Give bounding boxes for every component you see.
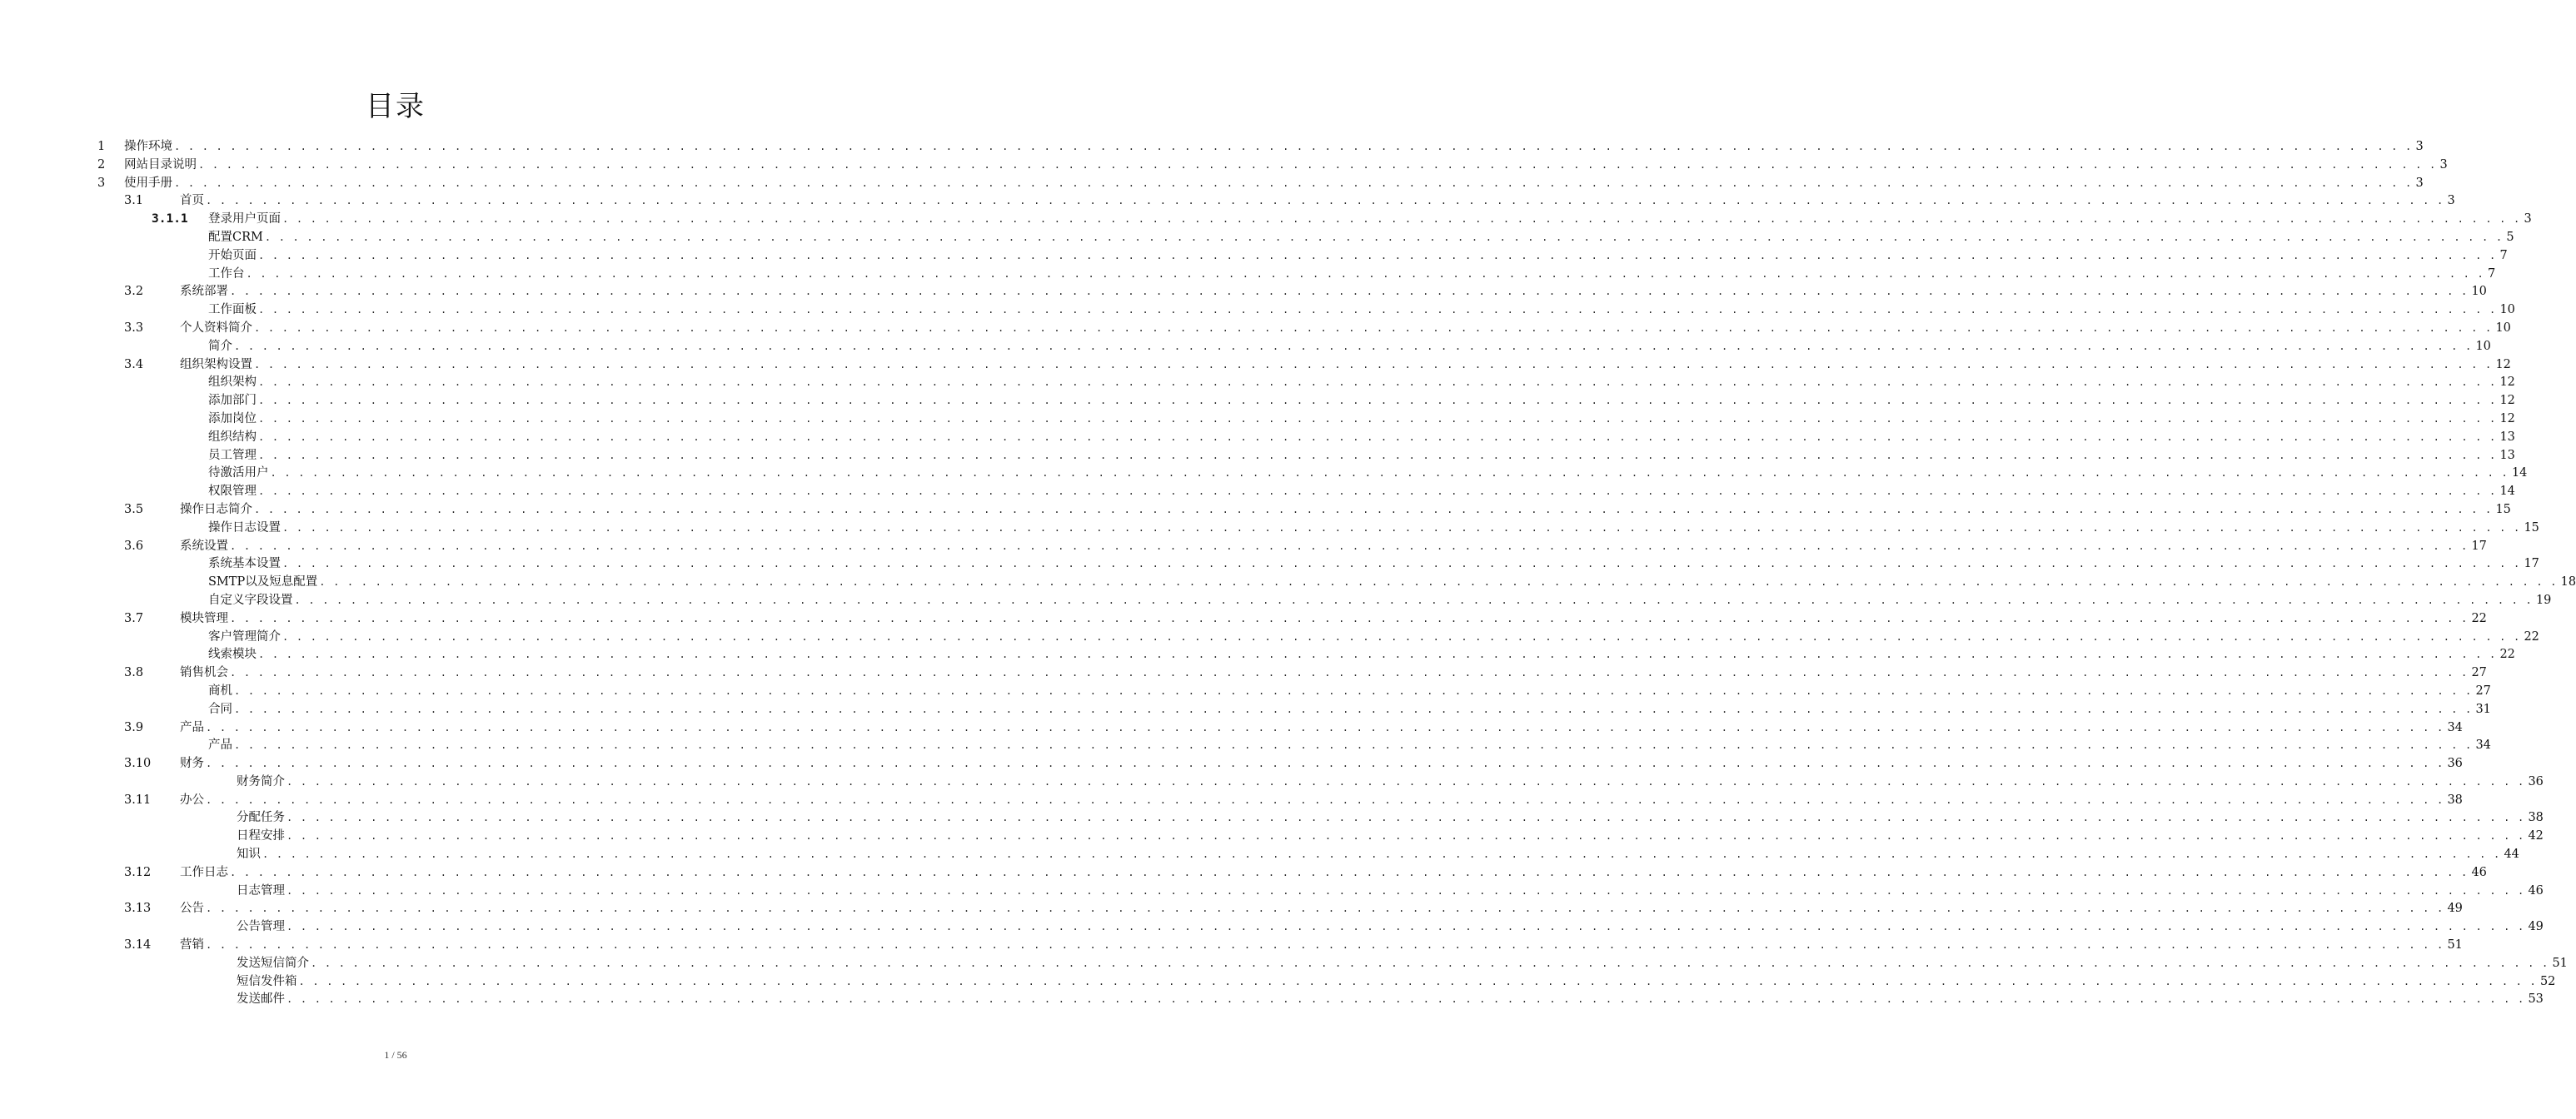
toc-dot-leader: . . . . . . . . . . . . . . . . . . . . . . . . . . . . . . . . . . . . . . . . . . . . . . . . . . . . . . . . . . . . . . . . . . . . . . . . . . . . . . . . . . . . . . . . . . . . . . . . . . . . . . . . . . . . . . . . . . . . . . . . . . . . . . . . . . . . . . . . . . . . . . . . . . . . . . . . . . . . . . . . [258,485,2497,498]
page-number-footer: 1 / 56 [384,1049,407,1061]
toc-entry[interactable] [0,247,2508,266]
toc-entry-label: 线索模块 [208,648,257,662]
toc-entry[interactable] [0,629,2539,647]
toc-entry[interactable] [0,555,2539,574]
toc-entry[interactable] [0,320,2511,338]
toc-entry-label: 财务简介 [237,774,285,788]
toc-entry-page-number: 14 [2511,466,2528,480]
toc-dot-leader: . . . . . . . . . . . . . . . . . . . . . . . . . . . . . . . . . . . . . . . . . . . . . . . . . . . . . . . . . . . . . . . . . . . . . . . . . . . . . . . . . . . . . . . . . . . . . . . . . . . . . . . . . . . . . . . . . . . . . . . . . . . . . . . . . . . . . . . . . . . . . . . . . . . . . . . . . . . . . . . . [264,231,2504,243]
toc-dot-leader: . . . . . . . . . . . . . . . . . . . . . . . . . . . . . . . . . . . . . . . . . . . . . . . . . . . . . . . . . . . . . . . . . . . . . . . . . . . . . . . . . . . . . . . . . . . . . . . . . . . . . . . . . . . . . . . . . . . . . . . . . . . . . . . . . . . . . . . . . . . . . . . . . . . . . . . . . . . . . . . . [230,612,2469,624]
toc-dot-leader: . . . . . . . . . . . . . . . . . . . . . . . . . . . . . . . . . . . . . . . . . . . . . . . . . . . . . . . . . . . . . . . . . . . . . . . . . . . . . . . . . . . . . . . . . . . . . . . . . . . . . . . . . . . . . . . . . . . . . . . . . . . . . . . . . . . . . . . . . . . . . . . . . . . . . . . . . . . . . . . . [254,503,2493,515]
toc-entry-page-number: 12 [2499,411,2515,425]
toc-entry-number: 1 [97,140,106,153]
toc-list [0,138,2576,1009]
toc-entry-page-number: 10 [2471,285,2487,299]
toc-dot-leader: . . . . . . . . . . . . . . . . . . . . . . . . . . . . . . . . . . . . . . . . . . . . . . . . . . . . . . . . . . . . . . . . . . . . . . . . . . . . . . . . . . . . . . . . . . . . . . . . . . . . . . . . . . . . . . . . . . . . . . . . . . . . . . . . . . . . . . . . . . . . . . . . . . . . . . . . . . . . . . . . [254,321,2493,334]
toc-entry-label: 系统设置 [180,539,228,553]
toc-entry-label: 公告管理 [237,920,285,934]
toc-entry-page-number: 34 [2447,720,2463,734]
toc-dot-leader: . . . . . . . . . . . . . . . . . . . . . . . . . . . . . . . . . . . . . . . . . . . . . . . . . . . . . . . . . . . . . . . . . . . . . . . . . . . . . . . . . . . . . . . . . . . . . . . . . . . . . . . . . . . . . . . . . . . . . . . . . . . . . . . . . . . . . . . . . . . . . . . . . . . . . . . . . . . . . . . . [206,721,2444,734]
toc-entry-label: 日志管理 [237,883,285,898]
toc-entry-page-number: 7 [2499,248,2508,262]
toc-entry[interactable] [0,955,2568,973]
toc-entry[interactable] [0,410,2515,429]
toc-entry-page-number: 12 [2495,357,2511,371]
toc-entry-number: 3.1.1 [152,212,188,226]
toc-dot-leader: . . . . . . . . . . . . . . . . . . . . . . . . . . . . . . . . . . . . . . . . . . . . . . . . . . . . . . . . . . . . . . . . . . . . . . . . . . . . . . . . . . . . . . . . . . . . . . . . . . . . . . . . . . . . . . . . . . . . . . . . . . . . . . . . . . . . . . . . . . . . . . . . . . . . . . . . . . . . . . . . [282,558,2521,570]
toc-dot-leader: . . . . . . . . . . . . . . . . . . . . . . . . . . . . . . . . . . . . . . . . . . . . . . . . . . . . . . . . . . . . . . . . . . . . . . . . . . . . . . . . . . . . . . . . . . . . . . . . . . . . . . . . . . . . . . . . . . . . . . . . . . . . . . . . . . . . . . . . . . . . . . . . . . . . . . . . . . . . . . . . [286,921,2525,933]
toc-dot-leader: . . . . . . . . . . . . . . . . . . . . . . . . . . . . . . . . . . . . . . . . . . . . . . . . . . . . . . . . . . . . . . . . . . . . . . . . . . . . . . . . . . . . . . . . . . . . . . . . . . . . . . . . . . . . . . . . . . . . . . . . . . . . . . . . . . . . . . . . . . . . . . . . . . . . . . . . . . . . . . . . [286,884,2525,897]
toc-entry-page-number: 5 [2506,230,2514,244]
toc-entry-page-number: 52 [2539,974,2556,988]
toc-dot-leader: . . . . . . . . . . . . . . . . . . . . . . . . . . . . . . . . . . . . . . . . . . . . . . . . . . . . . . . . . . . . . . . . . . . . . . . . . . . . . . . . . . . . . . . . . . . . . . . . . . . . . . . . . . . . . . . . . . . . . . . . . . . . . . . . . . . . . . . . . . . . . . . . . . . . . . . . . . . . . . . . [282,521,2521,534]
toc-entry[interactable] [0,664,2487,683]
toc-dot-leader: . . . . . . . . . . . . . . . . . . . . . . . . . . . . . . . . . . . . . . . . . . . . . . . . . . . . . . . . . . . . . . . . . . . . . . . . . . . . . . . . . . . . . . . . . . . . . . . . . . . . . . . . . . . . . . . . . . . . . . . . . . . . . . . . . . . . . . . . . . . . . . . . . . . . . . . . . . . . . . . . [282,213,2521,226]
toc-entry[interactable] [0,266,2496,284]
toc-dot-leader: . . . . . . . . . . . . . . . . . . . . . . . . . . . . . . . . . . . . . . . . . . . . . . . . . . . . . . . . . . . . . . . . . . . . . . . . . . . . . . . . . . . . . . . . . . . . . . . . . . . . . . . . . . . . . . . . . . . . . . . . . . . . . . . . . . . . . . . . . . . . . . . . . . . . . . . . . . . . . . . . [230,866,2469,878]
toc-entry[interactable] [0,574,2576,592]
toc-dot-leader: . . . . . . . . . . . . . . . . . . . . . . . . . . . . . . . . . . . . . . . . . . . . . . . . . . . . . . . . . . . . . . . . . . . . . . . . . . . . . . . . . . . . . . . . . . . . . . . . . . . . . . . . . . . . . . . . . . . . . . . . . . . . . . . . . . . . . . . . . . . . . . . . . . . . . . . . . . . . . . . . [319,576,2558,589]
toc-entry-label: 工作日志 [180,865,228,879]
toc-entry-page-number: 13 [2499,448,2515,462]
toc-entry[interactable] [0,610,2487,629]
toc-entry-number: 3.2 [124,285,144,299]
toc-entry[interactable] [0,301,2515,320]
toc-entry-label: 网站目录说明 [124,157,197,172]
toc-dot-leader: . . . . . . . . . . . . . . . . . . . . . . . . . . . . . . . . . . . . . . . . . . . . . . . . . . . . . . . . . . . . . . . . . . . . . . . . . . . . . . . . . . . . . . . . . . . . . . . . . . . . . . . . . . . . . . . . . . . . . . . . . . . . . . . . . . . . . . . . . . . . . . . . . . . . . . . . . . . . . . . . [258,304,2497,316]
toc-entry-label: 办公 [180,793,204,807]
toc-entry-label: 组织结构 [208,430,257,444]
toc-entry-label: 系统基本设置 [208,557,281,571]
toc-entry[interactable] [0,973,2556,992]
toc-dot-leader: . . . . . . . . . . . . . . . . . . . . . . . . . . . . . . . . . . . . . . . . . . . . . . . . . . . . . . . . . . . . . . . . . . . . . . . . . . . . . . . . . . . . . . . . . . . . . . . . . . . . . . . . . . . . . . . . . . . . . . . . . . . . . . . . . . . . . . . . . . . . . . . . . . . . . . . . . . . . . . . . [258,395,2497,407]
toc-entry-label: 添加岗位 [208,411,257,425]
toc-entry-label: 组织架构设置 [180,357,252,371]
toc-entry-page-number: 3 [2439,157,2448,172]
toc-entry-label: SMTP以及短息配置 [208,575,318,589]
toc-entry[interactable] [0,592,2552,610]
toc-entry[interactable] [0,755,2463,773]
toc-entry-label: 短信发件箱 [237,974,297,988]
toc-dot-leader: . . . . . . . . . . . . . . . . . . . . . . . . . . . . . . . . . . . . . . . . . . . . . . . . . . . . . . . . . . . . . . . . . . . . . . . . . . . . . . . . . . . . . . . . . . . . . . . . . . . . . . . . . . . . . . . . . . . . . . . . . . . . . . . . . . . . . . . . . . . . . . . . . . . . . . . . . . . . . . . . [198,158,2437,171]
toc-entry[interactable] [0,229,2514,247]
toc-entry-label: 客户管理简介 [208,629,281,644]
toc-dot-leader: . . . . . . . . . . . . . . . . . . . . . . . . . . . . . . . . . . . . . . . . . . . . . . . . . . . . . . . . . . . . . . . . . . . . . . . . . . . . . . . . . . . . . . . . . . . . . . . . . . . . . . . . . . . . . . . . . . . . . . . . . . . . . . . . . . . . . . . . . . . . . . . . . . . . . . . . . . . . . . . . [270,467,2509,480]
toc-entry-number: 2 [97,157,106,172]
toc-entry-label: 自定义字段设置 [208,593,293,607]
toc-entry-page-number: 31 [2475,702,2491,716]
toc-entry-label: 模块管理 [180,611,228,625]
toc-entry-page-number: 19 [2535,593,2552,607]
toc-entry[interactable] [0,175,2424,193]
toc-entry-label: 添加部门 [208,394,257,408]
toc-dot-leader: . . . . . . . . . . . . . . . . . . . . . . . . . . . . . . . . . . . . . . . . . . . . . . . . . . . . . . . . . . . . . . . . . . . . . . . . . . . . . . . . . . . . . . . . . . . . . . . . . . . . . . . . . . . . . . . . . . . . . . . . . . . . . . . . . . . . . . . . . . . . . . . . . . . . . . . . . . . . . . . . [258,376,2497,389]
toc-entry-number: 3.1 [124,194,144,208]
toc-dot-leader: . . . . . . . . . . . . . . . . . . . . . . . . . . . . . . . . . . . . . . . . . . . . . . . . . . . . . . . . . . . . . . . . . . . . . . . . . . . . . . . . . . . . . . . . . . . . . . . . . . . . . . . . . . . . . . . . . . . . . . . . . . . . . . . . . . . . . . . . . . . . . . . . . . . . . . . . . . . . . . . . [258,449,2497,461]
toc-entry[interactable] [0,737,2491,755]
toc-entry-page-number: 3 [2415,176,2424,190]
toc-entry-label: 销售机会 [180,666,228,680]
toc-entry[interactable] [0,447,2515,465]
toc-entry-label: 分配任务 [237,811,285,825]
toc-entry-page-number: 46 [2471,865,2487,879]
toc-dot-leader: . . . . . . . . . . . . . . . . . . . . . . . . . . . . . . . . . . . . . . . . . . . . . . . . . . . . . . . . . . . . . . . . . . . . . . . . . . . . . . . . . . . . . . . . . . . . . . . . . . . . . . . . . . . . . . . . . . . . . . . . . . . . . . . . . . . . . . . . . . . . . . . . . . . . . . . . . . . . . . . . [311,957,2549,969]
toc-entry-label: 组织架构 [208,375,257,390]
toc-dot-leader: . . . . . . . . . . . . . . . . . . . . . . . . . . . . . . . . . . . . . . . . . . . . . . . . . . . . . . . . . . . . . . . . . . . . . . . . . . . . . . . . . . . . . . . . . . . . . . . . . . . . . . . . . . . . . . . . . . . . . . . . . . . . . . . . . . . . . . . . . . . . . . . . . . . . . . . . . . . . . . . . [206,195,2444,207]
toc-entry[interactable] [0,883,2544,901]
toc-entry[interactable] [0,338,2491,356]
toc-entry[interactable] [0,719,2463,738]
toc-entry-label: 待激活用户 [208,466,269,480]
toc-entry-page-number: 17 [2471,539,2487,553]
toc-entry-number: 3.9 [124,720,144,734]
toc-entry[interactable] [0,283,2487,301]
toc-entry[interactable] [0,900,2463,918]
toc-dot-leader: . . . . . . . . . . . . . . . . . . . . . . . . . . . . . . . . . . . . . . . . . . . . . . . . . . . . . . . . . . . . . . . . . . . . . . . . . . . . . . . . . . . . . . . . . . . . . . . . . . . . . . . . . . . . . . . . . . . . . . . . . . . . . . . . . . . . . . . . . . . . . . . . . . . . . . . . . . . . . . . . [282,630,2521,643]
toc-entry[interactable] [0,192,2455,211]
toc-entry-page-number: 12 [2499,375,2515,390]
toc-entry-label: 营销 [180,938,204,952]
toc-entry-page-number: 13 [2499,430,2515,444]
toc-dot-leader: . . . . . . . . . . . . . . . . . . . . . . . . . . . . . . . . . . . . . . . . . . . . . . . . . . . . . . . . . . . . . . . . . . . . . . . . . . . . . . . . . . . . . . . . . . . . . . . . . . . . . . . . . . . . . . . . . . . . . . . . . . . . . . . . . . . . . . . . . . . . . . . . . . . . . . . . . . . . . . . . [286,812,2525,824]
toc-entry-label: 工作面板 [208,303,257,317]
toc-dot-leader: . . . . . . . . . . . . . . . . . . . . . . . . . . . . . . . . . . . . . . . . . . . . . . . . . . . . . . . . . . . . . . . . . . . . . . . . . . . . . . . . . . . . . . . . . . . . . . . . . . . . . . . . . . . . . . . . . . . . . . . . . . . . . . . . . . . . . . . . . . . . . . . . . . . . . . . . . . . . . . . . [286,993,2525,1006]
toc-entry[interactable] [0,683,2491,701]
toc-entry-page-number: 46 [2528,883,2544,898]
toc-entry-label: 使用手册 [124,176,172,190]
toc-entry-label: 产品 [208,739,232,753]
toc-entry[interactable] [0,483,2515,501]
toc-entry-label: 发送短信简介 [237,956,309,970]
toc-entry-number: 3.4 [124,357,144,371]
toc-dot-leader: . . . . . . . . . . . . . . . . . . . . . . . . . . . . . . . . . . . . . . . . . . . . . . . . . . . . . . . . . . . . . . . . . . . . . . . . . . . . . . . . . . . . . . . . . . . . . . . . . . . . . . . . . . . . . . . . . . . . . . . . . . . . . . . . . . . . . . . . . . . . . . . . . . . . . . . . . . . . . . . . [234,703,2473,715]
toc-entry[interactable] [0,864,2487,883]
toc-entry[interactable] [0,374,2515,392]
toc-entry[interactable] [0,520,2539,538]
toc-entry[interactable] [0,701,2491,719]
toc-dot-leader: . . . . . . . . . . . . . . . . . . . . . . . . . . . . . . . . . . . . . . . . . . . . . . . . . . . . . . . . . . . . . . . . . . . . . . . . . . . . . . . . . . . . . . . . . . . . . . . . . . . . . . . . . . . . . . . . . . . . . . . . . . . . . . . . . . . . . . . . . . . . . . . . . . . . . . . . . . . . . . . . [206,758,2444,770]
toc-dot-leader: . . . . . . . . . . . . . . . . . . . . . . . . . . . . . . . . . . . . . . . . . . . . . . . . . . . . . . . . . . . . . . . . . . . . . . . . . . . . . . . . . . . . . . . . . . . . . . . . . . . . . . . . . . . . . . . . . . . . . . . . . . . . . . . . . . . . . . . . . . . . . . . . . . . . . . . . . . . . . . . . [262,848,2501,861]
toc-entry-number: 3.12 [124,865,152,879]
toc-dot-leader: . . . . . . . . . . . . . . . . . . . . . . . . . . . . . . . . . . . . . . . . . . . . . . . . . . . . . . . . . . . . . . . . . . . . . . . . . . . . . . . . . . . . . . . . . . . . . . . . . . . . . . . . . . . . . . . . . . . . . . . . . . . . . . . . . . . . . . . . . . . . . . . . . . . . . . . . . . . . . . . . [206,903,2444,915]
toc-entry-page-number: 10 [2499,303,2515,317]
toc-dot-leader: . . . . . . . . . . . . . . . . . . . . . . . . . . . . . . . . . . . . . . . . . . . . . . . . . . . . . . . . . . . . . . . . . . . . . . . . . . . . . . . . . . . . . . . . . . . . . . . . . . . . . . . . . . . . . . . . . . . . . . . . . . . . . . . . . . . . . . . . . . . . . . . . . . . . . . . . . . . . . . . . [174,177,2413,189]
toc-entry-number: 3.8 [124,666,144,680]
toc-dot-leader: . . . . . . . . . . . . . . . . . . . . . . . . . . . . . . . . . . . . . . . . . . . . . . . . . . . . . . . . . . . . . . . . . . . . . . . . . . . . . . . . . . . . . . . . . . . . . . . . . . . . . . . . . . . . . . . . . . . . . . . . . . . . . . . . . . . . . . . . . . . . . . . . . . . . . . . . . . . . . . . . [230,286,2469,298]
toc-entry-number: 3.5 [124,502,144,516]
toc-dot-leader: . . . . . . . . . . . . . . . . . . . . . . . . . . . . . . . . . . . . . . . . . . . . . . . . . . . . . . . . . . . . . . . . . . . . . . . . . . . . . . . . . . . . . . . . . . . . . . . . . . . . . . . . . . . . . . . . . . . . . . . . . . . . . . . . . . . . . . . . . . . . . . . . . . . . . . . . . . . . . . . . [258,430,2497,443]
toc-entry-label: 工作台 [208,266,245,281]
toc-entry-page-number: 10 [2495,321,2511,335]
toc-entry[interactable] [0,356,2511,375]
toc-entry-label: 日程安排 [237,829,285,843]
toc-entry[interactable] [0,392,2515,410]
toc-entry-label: 发送邮件 [237,992,285,1007]
toc-entry-number: 3 [97,176,106,190]
toc-dot-leader: . . . . . . . . . . . . . . . . . . . . . . . . . . . . . . . . . . . . . . . . . . . . . . . . . . . . . . . . . . . . . . . . . . . . . . . . . . . . . . . . . . . . . . . . . . . . . . . . . . . . . . . . . . . . . . . . . . . . . . . . . . . . . . . . . . . . . . . . . . . . . . . . . . . . . . . . . . . . . . . . [234,340,2473,352]
toc-entry[interactable] [0,828,2544,846]
toc-entry-number: 3.7 [124,611,144,625]
toc-entry-label: 财务 [180,757,204,771]
toc-entry-number: 3.6 [124,539,144,553]
toc-entry-label: 公告 [180,902,204,916]
toc-entry-page-number: 36 [2528,774,2544,788]
toc-entry-page-number: 53 [2528,992,2544,1007]
toc-entry-page-number: 44 [2504,848,2519,862]
toc-entry[interactable] [0,809,2544,828]
toc-entry-label: 简介 [208,339,232,353]
toc-entry-label: 操作环境 [124,140,172,153]
toc-dot-leader: . . . . . . . . . . . . . . . . . . . . . . . . . . . . . . . . . . . . . . . . . . . . . . . . . . . . . . . . . . . . . . . . . . . . . . . . . . . . . . . . . . . . . . . . . . . . . . . . . . . . . . . . . . . . . . . . . . . . . . . . . . . . . . . . . . . . . . . . . . . . . . . . . . . . . . . . . . . . . . . . [206,793,2444,806]
toc-entry[interactable] [0,846,2519,864]
toc-entry[interactable] [0,646,2515,664]
toc-entry-page-number: 27 [2475,684,2491,698]
toc-dot-leader: . . . . . . . . . . . . . . . . . . . . . . . . . . . . . . . . . . . . . . . . . . . . . . . . . . . . . . . . . . . . . . . . . . . . . . . . . . . . . . . . . . . . . . . . . . . . . . . . . . . . . . . . . . . . . . . . . . . . . . . . . . . . . . . . . . . . . . . . . . . . . . . . . . . . . . . . . . . . . . . . [254,358,2493,371]
toc-entry[interactable] [0,773,2544,792]
toc-entry-number: 3.11 [124,793,152,807]
toc-entry-number: 3.13 [124,902,152,916]
toc-entry-page-number: 27 [2471,666,2487,680]
toc-dot-leader: . . . . . . . . . . . . . . . . . . . . . . . . . . . . . . . . . . . . . . . . . . . . . . . . . . . . . . . . . . . . . . . . . . . . . . . . . . . . . . . . . . . . . . . . . . . . . . . . . . . . . . . . . . . . . . . . . . . . . . . . . . . . . . . . . . . . . . . . . . . . . . . . . . . . . . . . . . . . . . . . [174,141,2413,152]
toc-entry-page-number: 22 [2524,629,2539,644]
toc-entry-label: 合同 [208,702,232,716]
toc-entry-page-number: 49 [2528,920,2544,934]
toc-entry-label: 操作日志简介 [180,502,252,516]
toc-entry-number: 3.10 [124,757,152,771]
toc-entry[interactable] [0,465,2528,483]
toc-entry-page-number: 51 [2552,956,2568,970]
toc-entry-page-number: 22 [2499,648,2515,662]
toc-entry-page-number: 51 [2447,938,2463,952]
toc-entry[interactable] [0,538,2487,556]
toc-entry[interactable] [0,157,2448,175]
toc-dot-leader: . . . . . . . . . . . . . . . . . . . . . . . . . . . . . . . . . . . . . . . . . . . . . . . . . . . . . . . . . . . . . . . . . . . . . . . . . . . . . . . . . . . . . . . . . . . . . . . . . . . . . . . . . . . . . . . . . . . . . . . . . . . . . . . . . . . . . . . . . . . . . . . . . . . . . . . . . . . . . . . . [230,667,2469,679]
toc-entry[interactable] [0,918,2544,937]
toc-dot-leader: . . . . . . . . . . . . . . . . . . . . . . . . . . . . . . . . . . . . . . . . . . . . . . . . . . . . . . . . . . . . . . . . . . . . . . . . . . . . . . . . . . . . . . . . . . . . . . . . . . . . . . . . . . . . . . . . . . . . . . . . . . . . . . . . . . . . . . . . . . . . . . . . . . . . . . . . . . . . . . . . [234,739,2473,752]
toc-dot-leader: . . . . . . . . . . . . . . . . . . . . . . . . . . . . . . . . . . . . . . . . . . . . . . . . . . . . . . . . . . . . . . . . . . . . . . . . . . . . . . . . . . . . . . . . . . . . . . . . . . . . . . . . . . . . . . . . . . . . . . . . . . . . . . . . . . . . . . . . . . . . . . . . . . . . . . . . . . . . . . . . [258,249,2497,261]
toc-dot-leader: . . . . . . . . . . . . . . . . . . . . . . . . . . . . . . . . . . . . . . . . . . . . . . . . . . . . . . . . . . . . . . . . . . . . . . . . . . . . . . . . . . . . . . . . . . . . . . . . . . . . . . . . . . . . . . . . . . . . . . . . . . . . . . . . . . . . . . . . . . . . . . . . . . . . . . . . . . . . . . . . [298,975,2537,987]
toc-entry-page-number: 15 [2495,502,2511,516]
toc-entry-page-number: 49 [2447,902,2463,916]
toc-entry-page-number: 14 [2499,485,2515,499]
toc-entry-label: 登录用户页面 [208,212,281,226]
toc-entry-label: 员工管理 [208,448,257,462]
toc-entry-label: 首页 [180,194,204,208]
toc-entry-page-number: 10 [2475,339,2491,353]
toc-entry[interactable] [0,501,2511,520]
toc-dot-leader: . . . . . . . . . . . . . . . . . . . . . . . . . . . . . . . . . . . . . . . . . . . . . . . . . . . . . . . . . . . . . . . . . . . . . . . . . . . . . . . . . . . . . . . . . . . . . . . . . . . . . . . . . . . . . . . . . . . . . . . . . . . . . . . . . . . . . . . . . . . . . . . . . . . . . . . . . . . . . . . . [230,540,2469,552]
toc-entry-number: 3.14 [124,938,152,952]
toc-entry-label: 个人资料简介 [180,321,252,335]
toc-entry-page-number: 17 [2524,557,2539,571]
toc-entry-page-number: 36 [2447,757,2463,771]
toc-dot-leader: . . . . . . . . . . . . . . . . . . . . . . . . . . . . . . . . . . . . . . . . . . . . . . . . . . . . . . . . . . . . . . . . . . . . . . . . . . . . . . . . . . . . . . . . . . . . . . . . . . . . . . . . . . . . . . . . . . . . . . . . . . . . . . . . . . . . . . . . . . . . . . . . . . . . . . . . . . . . . . . . [294,594,2533,606]
toc-entry-label: 权限管理 [208,485,257,499]
toc-entry[interactable] [0,792,2463,810]
toc-entry[interactable] [0,211,2532,229]
toc-entry-page-number: 3 [2524,212,2532,226]
toc-entry-page-number: 7 [2487,266,2496,281]
toc-entry-label: 操作日志设置 [208,520,281,535]
toc-entry-label: 商机 [208,684,232,698]
toc-dot-leader: . . . . . . . . . . . . . . . . . . . . . . . . . . . . . . . . . . . . . . . . . . . . . . . . . . . . . . . . . . . . . . . . . . . . . . . . . . . . . . . . . . . . . . . . . . . . . . . . . . . . . . . . . . . . . . . . . . . . . . . . . . . . . . . . . . . . . . . . . . . . . . . . . . . . . . . . . . . . . . . . [206,939,2444,952]
toc-entry-page-number: 38 [2447,793,2463,807]
toc-entry-page-number: 34 [2475,739,2491,753]
toc-entry-page-number: 12 [2499,394,2515,408]
toc-entry-page-number: 42 [2528,829,2544,843]
toc-entry-page-number: 18 [2560,575,2576,589]
toc-entry-number: 3.3 [124,321,144,335]
toc-entry-label: 开始页面 [208,248,257,262]
toc-dot-leader: . . . . . . . . . . . . . . . . . . . . . . . . . . . . . . . . . . . . . . . . . . . . . . . . . . . . . . . . . . . . . . . . . . . . . . . . . . . . . . . . . . . . . . . . . . . . . . . . . . . . . . . . . . . . . . . . . . . . . . . . . . . . . . . . . . . . . . . . . . . . . . . . . . . . . . . . . . . . . . . . [286,775,2525,788]
toc-entry[interactable] [0,991,2544,1009]
toc-dot-leader: . . . . . . . . . . . . . . . . . . . . . . . . . . . . . . . . . . . . . . . . . . . . . . . . . . . . . . . . . . . . . . . . . . . . . . . . . . . . . . . . . . . . . . . . . . . . . . . . . . . . . . . . . . . . . . . . . . . . . . . . . . . . . . . . . . . . . . . . . . . . . . . . . . . . . . . . . . . . . . . . [258,412,2497,425]
toc-entry-page-number: 38 [2528,811,2544,825]
toc-entry-label: 配置CRM [208,230,263,244]
toc-entry-page-number: 3 [2447,194,2455,208]
toc-entry-label: 系统部署 [180,285,228,299]
toc-entry[interactable] [0,138,2424,157]
toc-entry-page-number: 22 [2471,611,2487,625]
toc-entry[interactable] [0,937,2463,955]
toc-dot-leader: . . . . . . . . . . . . . . . . . . . . . . . . . . . . . . . . . . . . . . . . . . . . . . . . . . . . . . . . . . . . . . . . . . . . . . . . . . . . . . . . . . . . . . . . . . . . . . . . . . . . . . . . . . . . . . . . . . . . . . . . . . . . . . . . . . . . . . . . . . . . . . . . . . . . . . . . . . . . . . . . [258,649,2497,661]
toc-entry-page-number: 3 [2415,140,2424,153]
toc-entry-page-number: 15 [2524,520,2539,535]
toc-entry-label: 产品 [180,720,204,734]
toc-dot-leader: . . . . . . . . . . . . . . . . . . . . . . . . . . . . . . . . . . . . . . . . . . . . . . . . . . . . . . . . . . . . . . . . . . . . . . . . . . . . . . . . . . . . . . . . . . . . . . . . . . . . . . . . . . . . . . . . . . . . . . . . . . . . . . . . . . . . . . . . . . . . . . . . . . . . . . . . . . . . . . . . [286,830,2525,843]
toc-title: 目录 [366,90,426,123]
toc-dot-leader: . . . . . . . . . . . . . . . . . . . . . . . . . . . . . . . . . . . . . . . . . . . . . . . . . . . . . . . . . . . . . . . . . . . . . . . . . . . . . . . . . . . . . . . . . . . . . . . . . . . . . . . . . . . . . . . . . . . . . . . . . . . . . . . . . . . . . . . . . . . . . . . . . . . . . . . . . . . . . . . . [246,267,2484,280]
toc-entry[interactable] [0,429,2515,447]
toc-entry-label: 知识 [237,848,261,862]
toc-dot-leader: . . . . . . . . . . . . . . . . . . . . . . . . . . . . . . . . . . . . . . . . . . . . . . . . . . . . . . . . . . . . . . . . . . . . . . . . . . . . . . . . . . . . . . . . . . . . . . . . . . . . . . . . . . . . . . . . . . . . . . . . . . . . . . . . . . . . . . . . . . . . . . . . . . . . . . . . . . . . . . . . [234,684,2473,697]
